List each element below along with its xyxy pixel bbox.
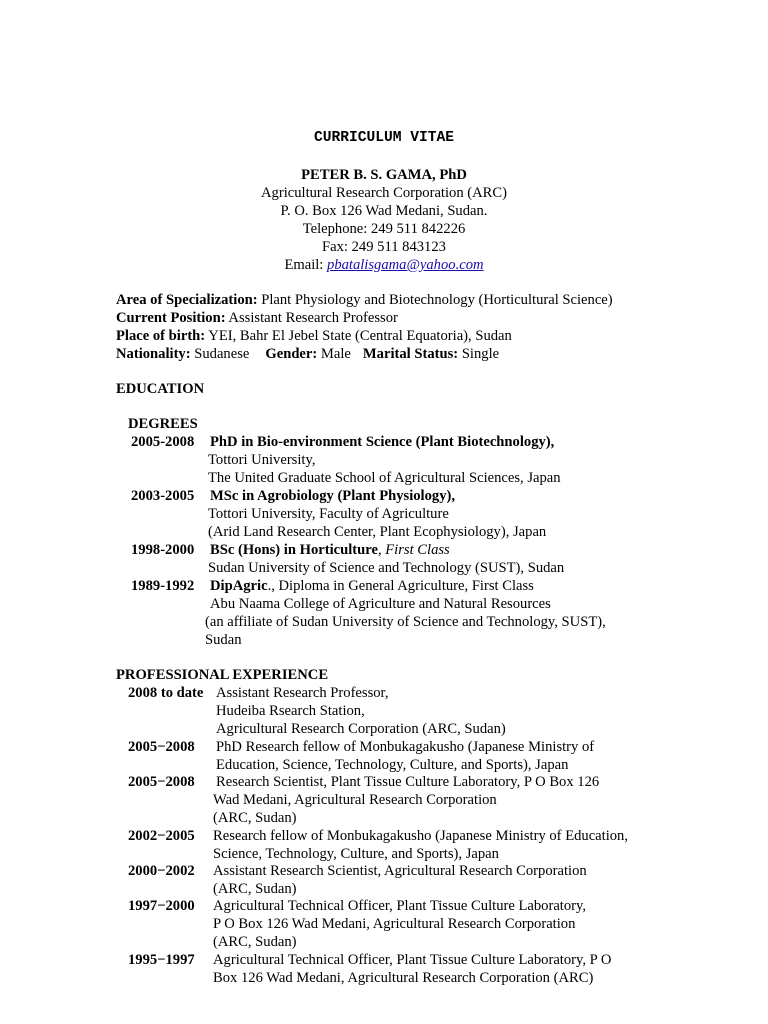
- marital-value: Single: [458, 346, 500, 362]
- experience-detail: P O Box 126 Wad Medani, Agricultural Research Corporation: [213, 916, 576, 932]
- document-title: CURRICULUM VITAE: [313, 130, 455, 146]
- email-link[interactable]: pbatalisgama@yahoo.com: [327, 257, 484, 273]
- org-line: Agricultural Research Corporation (ARC): [261, 185, 507, 201]
- address-line: P. O. Box 126 Wad Medani, Sudan.: [280, 203, 488, 219]
- experience-detail: Agricultural Technical Officer, Plant Tissue Culture Laboratory, P O: [213, 952, 612, 968]
- marital-label: Marital Status:: [362, 346, 459, 362]
- experience-years: 2005−2008: [128, 774, 195, 790]
- experience-years: 2002−2005: [128, 828, 195, 844]
- experience-years: 2005−2008: [128, 739, 195, 755]
- experience-detail: Science, Technology, Culture, and Sports), Japan: [213, 846, 499, 862]
- education-heading: EDUCATION: [116, 381, 205, 397]
- telephone-line: Telephone: 249 511 842226: [302, 221, 466, 237]
- experience-detail: Education, Science, Technology, Culture, and Sports), Japan: [216, 757, 569, 773]
- experience-years: 2008 to date: [128, 685, 204, 701]
- experience-detail: Hudeiba Rsearch Station,: [216, 703, 365, 719]
- birthplace-line: [116, 327, 512, 345]
- gender-label: Gender:: [265, 346, 318, 362]
- degree-note: ., Diploma in General Agriculture, First Class: [267, 578, 534, 594]
- specialization-value: Plant Physiology and Biotechnology (Horticultural Science): [257, 292, 613, 308]
- specialization-label: Area of Specialization:: [116, 292, 258, 308]
- experience-detail: (ARC, Sudan): [213, 934, 297, 950]
- degree-detail: Sudan: [205, 632, 242, 648]
- degrees-subheading: DEGREES: [128, 416, 198, 432]
- nationality-line: [116, 345, 499, 363]
- experience-detail: Agricultural Research Corporation (ARC, Sudan): [216, 721, 506, 737]
- specialization-line: [116, 291, 613, 309]
- experience-detail: Research fellow of Monbukagakusho (Japanese Ministry of Education,: [213, 828, 629, 844]
- degree-detail: Tottori University,: [208, 452, 316, 468]
- degree-years: 2005-2008: [131, 434, 195, 450]
- degree-title: BSc (Hons) in Horticulture: [210, 542, 378, 558]
- degree-years: 1989-1992: [131, 578, 195, 594]
- author-degree: , PhD: [432, 167, 467, 183]
- degree-honors: , First Class: [377, 542, 450, 558]
- birthplace-value: YEI, Bahr El Jebel State (Central Equatoria), Sudan: [205, 328, 512, 344]
- email-line: [0, 256, 768, 274]
- position-value: Assistant Research Professor: [225, 310, 398, 326]
- experience-detail: Assistant Research Professor,: [216, 685, 389, 701]
- experience-detail: (ARC, Sudan): [213, 810, 297, 826]
- experience-years: 1995−1997: [128, 952, 195, 968]
- degree-years: 2003-2005: [131, 488, 195, 504]
- experience-detail: Wad Medani, Agricultural Research Corporation: [213, 792, 497, 808]
- nationality-value: Sudanese: [190, 346, 250, 362]
- degree-detail: Sudan University of Science and Technology (SUST), Sudan: [208, 560, 565, 576]
- degree-title: PhD in Bio-environment Science (Plant Biotechnology),: [210, 434, 555, 450]
- position-label: Current Position:: [116, 310, 226, 326]
- degree-title-line: [210, 541, 450, 559]
- degree-title: DipAgric: [210, 578, 268, 594]
- email-label: Email:: [284, 257, 328, 273]
- experience-detail: (ARC, Sudan): [213, 881, 297, 897]
- experience-detail: PhD Research fellow of Monbukagakusho (Japanese Ministry of: [216, 739, 595, 755]
- experience-years: 2000−2002: [128, 863, 195, 879]
- degree-detail: Abu Naama College of Agriculture and Natural Resources: [210, 596, 551, 612]
- experience-detail: Agricultural Technical Officer, Plant Tissue Culture Laboratory,: [213, 898, 587, 914]
- nationality-label: Nationality:: [116, 346, 191, 362]
- degree-years: 1998-2000: [131, 542, 195, 558]
- degree-detail: Tottori University, Faculty of Agriculture: [208, 506, 449, 522]
- author-name: PETER B. S. GAMA: [301, 167, 433, 183]
- fax-line: Fax: 249 511 843123: [322, 239, 446, 255]
- degree-detail: The United Graduate School of Agricultural Sciences, Japan: [208, 470, 561, 486]
- gender-value: Male: [317, 346, 351, 362]
- experience-heading: PROFESSIONAL EXPERIENCE: [116, 667, 329, 683]
- experience-detail: Assistant Research Scientist, Agricultural Research Corporation: [213, 863, 587, 879]
- author-line: [0, 166, 768, 184]
- position-line: [116, 309, 398, 327]
- experience-detail: Box 126 Wad Medani, Agricultural Research Corporation (ARC): [213, 970, 594, 986]
- experience-years: 1997−2000: [128, 898, 195, 914]
- degree-detail: (an affiliate of Sudan University of Science and Technology, SUST),: [205, 614, 606, 630]
- birthplace-label: Place of birth:: [116, 328, 206, 344]
- degree-title-line: [210, 577, 534, 595]
- experience-detail: Research Scientist, Plant Tissue Culture Laboratory, P O Box 126: [216, 774, 600, 790]
- degree-detail: (Arid Land Research Center, Plant Ecophysiology), Japan: [208, 524, 547, 540]
- degree-title: MSc in Agrobiology (Plant Physiology),: [210, 488, 456, 504]
